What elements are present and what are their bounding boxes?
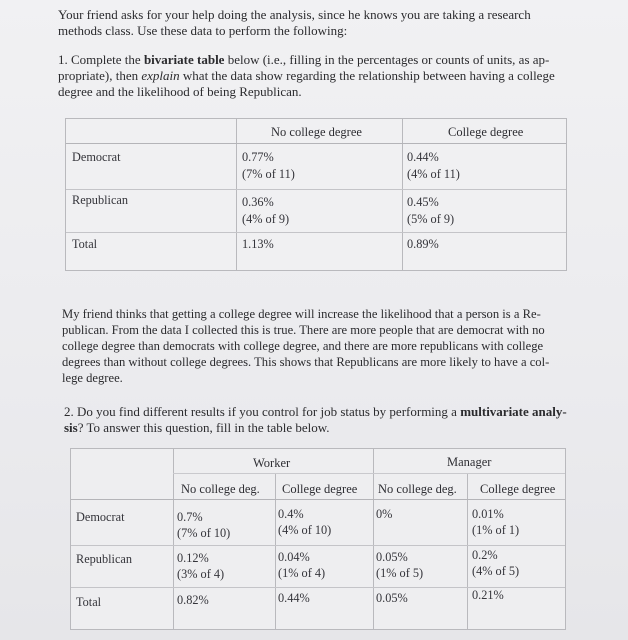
table1-header-college: College degree	[448, 125, 524, 139]
table2-row-label-democrat: Democrat	[76, 510, 125, 524]
table2-subheader: No college deg.	[378, 482, 457, 496]
table2-row-label-republican: Republican	[76, 552, 133, 566]
table2-cell: 0%	[376, 507, 393, 521]
intro-line-2: methods class. Use these data to perform the following:	[58, 23, 348, 38]
table1-row-label-total: Total	[72, 237, 98, 251]
question1-line-3: degree and the likelihood of being Republican.	[58, 84, 302, 99]
table2-cell: (1% of 4)	[278, 566, 326, 580]
answer-line-3: college degree than democrats with college degree, and there are more republicans with college	[62, 339, 544, 353]
table1-row-label-democrat: Democrat	[72, 150, 121, 164]
table2-cell: 0.7%	[177, 510, 203, 524]
answer-line-1: My friend thinks that getting a college degree will increase the likelihood that a person is a Re-	[62, 307, 541, 321]
table2-cell: 0.05%	[376, 550, 408, 564]
table2-cell: 0.01%	[472, 507, 504, 521]
question2-line-1: 2. Do you find different results if you control for job status by performing a multivariate analy-	[64, 404, 567, 419]
table2-cell: 0.2%	[472, 548, 498, 562]
table1-cell: (4% of 11)	[407, 167, 460, 181]
table2-cell: (4% of 10)	[278, 523, 332, 537]
table2-subheader: College degree	[282, 482, 358, 496]
table1-cell: 0.45%	[407, 195, 439, 209]
table1-row-label-republican: Republican	[72, 193, 129, 207]
table1-cell: 0.36%	[242, 195, 274, 209]
table2-cell: (4% of 5)	[472, 564, 520, 578]
table2-cell: 0.4%	[278, 507, 304, 521]
table2-subheader: No college deg.	[181, 482, 260, 496]
answer-line-5: lege degree.	[62, 371, 123, 385]
table2-cell: 0.04%	[278, 550, 310, 564]
table2-cell: (1% of 1)	[472, 523, 520, 537]
table1-cell: 1.13%	[242, 237, 274, 251]
table2-cell: 0.21%	[472, 588, 504, 602]
question2-line-2: sis? To answer this question, fill in the table below.	[64, 420, 330, 435]
table1-cell: (5% of 9)	[407, 212, 455, 226]
table2-group-manager: Manager	[447, 455, 492, 469]
table2-group-worker: Worker	[253, 456, 291, 470]
table2-cell: (3% of 4)	[177, 567, 225, 581]
table2-cell: 0.44%	[278, 591, 310, 605]
question1-line-2: propriate), then explain what the data show regarding the relationship between having a college	[58, 68, 555, 83]
table1-cell: (7% of 11)	[242, 167, 295, 181]
table2-cell: 0.05%	[376, 591, 408, 605]
table2-cell: 0.82%	[177, 593, 209, 607]
intro-line-1: Your friend asks for your help doing the analysis, since he knows you are taking a research	[58, 7, 531, 22]
table1-cell: 0.77%	[242, 150, 274, 164]
table2-cell: (1% of 5)	[376, 566, 424, 580]
answer-line-2: publican. From the data I collected this is true. There are more people that are democrat with no	[62, 323, 545, 337]
table1-header-no-college: No college degree	[271, 125, 362, 139]
table1-cell: 0.89%	[407, 237, 439, 251]
table1-cell: 0.44%	[407, 150, 439, 164]
table1-cell: (4% of 9)	[242, 212, 290, 226]
question1-line-1: 1. Complete the bivariate table below (i.e., filling in the percentages or counts of units, as ap-	[58, 52, 550, 67]
multivariate-table	[70, 448, 566, 630]
table2-subheader: College degree	[480, 482, 556, 496]
answer-line-4: degrees than without college degrees. This shows that Republicans are more likely to have a col-	[62, 355, 550, 369]
table2-row-label-total: Total	[76, 595, 102, 609]
table2-cell: (7% of 10)	[177, 526, 231, 540]
bivariate-table	[65, 118, 567, 271]
table2-cell: 0.12%	[177, 551, 209, 565]
